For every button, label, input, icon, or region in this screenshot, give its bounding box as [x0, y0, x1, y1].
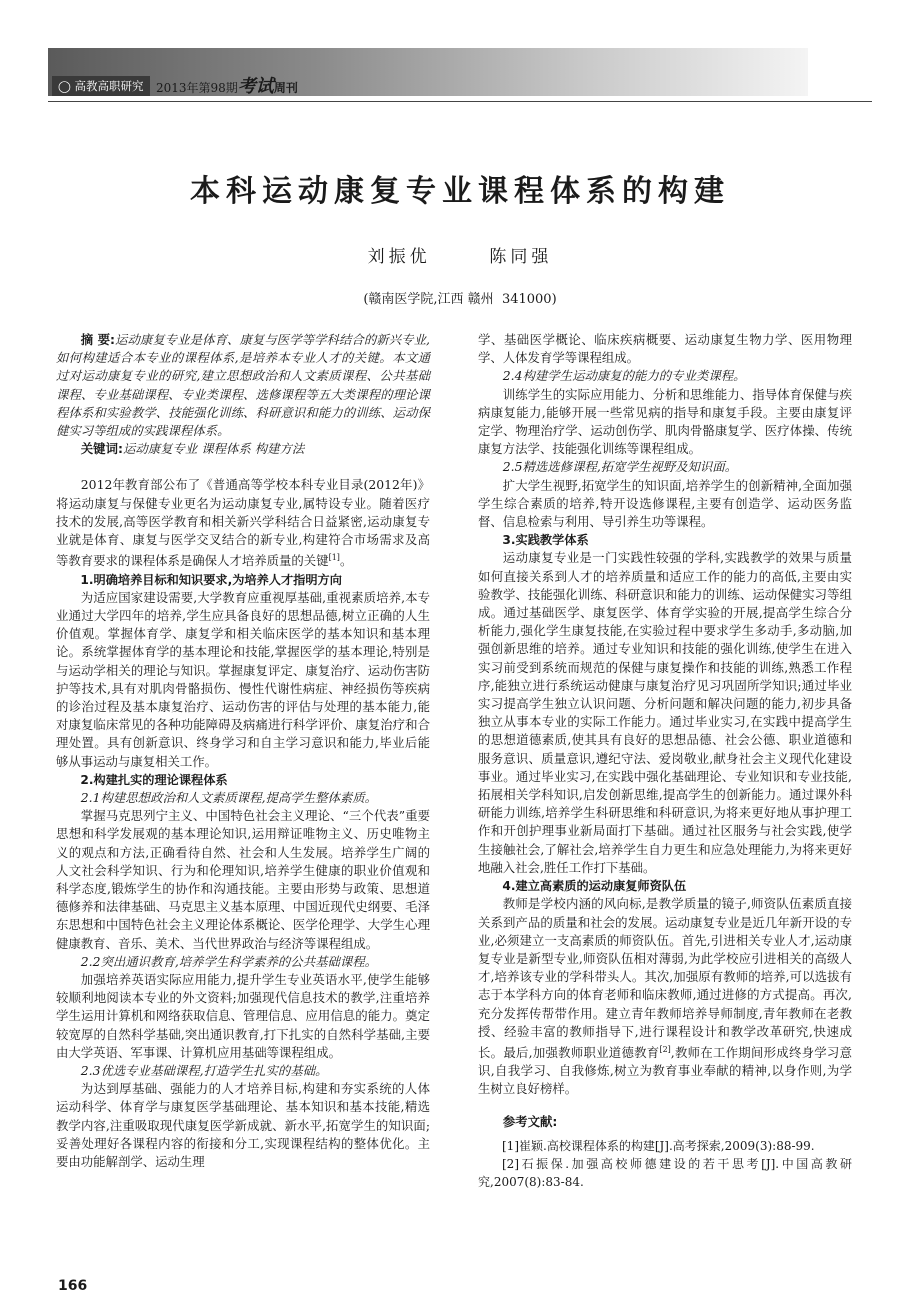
- paragraph: 为适应国家建设需要,大学教育应重视厚基础,重视素质培养,本专业通过大学四年的培养,学生应具备良好的思想品德,树立正确的人生价值观。掌握体育学、康复学和相关临床医学的基本知识和基本理论。系统掌握体育学的基本理论和技能,掌握医学的基本理论,特别是与运动学相关的理论与知识。掌握康复评定、康复治疗、运动伤害防护等技术,具有对肌肉骨骼损伤、慢性代谢性病症、神经损伤等疾病的诊治过程及基本康复治疗、运动伤害的评估与处理的基本能力,能对康复临床常见的各种功能障碍及病痛进行科学评价、康复治疗和合理处置。具有创新意识、终身学习和自主学习意识和能力,毕业后能够从事运动与康复相关工作。: [56, 589, 430, 769]
- abstract-text: 运动康复专业是体育、康复与医学等学科结合的新兴专业,如何构建适合本专业的课程体系,是培养本专业人才的关键。本文通过对运动康复专业的研究,建立思想政治和人文素质课程、公共基础课程、专业基础课程、专业类课程、选修课程等五大类课程的理论课程体系和实验教学、技能强化训练、科研意识和能力的训练、运动保健实习等组成的实践课程体系。: [56, 332, 430, 439]
- keywords-label: 关键词:: [80, 441, 123, 457]
- journal-issue: [156, 76, 298, 100]
- section-heading: 2.构建扎实的理论课程体系: [80, 772, 228, 787]
- citation: [1]: [328, 553, 340, 563]
- section-tag: ◯ 高教高职研究: [52, 76, 150, 96]
- affiliation: (赣南医学院,江西 赣州 341000): [363, 292, 557, 307]
- section-heading: 4.建立高素质的运动康复师资队伍: [502, 879, 687, 894]
- paragraph: 运动康复专业是一门实践性较强的学科,实践教学的效果与质量如何直接关系到人才的培养质量和适应工作的能力的高低,主要由实验教学、技能强化训练、科研意识和能力的训练、运动保健实习等组成。通过基础医学、康复医学、体育学实验的开展,提高学生综合分析能力,强化学生康复技能,在实验过程中要求学生多动手,多动脑,加强创新思维的培养。通过专业知识和技能的强化训练,使学生在进入实习前受到系统而规范的保健与康复操作和技能的训练,熟悉工作程序,能独立进行系统运动健康与康复治疗见习巩固所学知识;通过毕业实习提高学生独立认识问题、分析问题和解决问题的能力,初步具备独立从事本专业的实际工作能力。通过毕业实习,在实践中提高学生的思想道德素质,使其具有良好的思想品德、社会公德、职业道德和服务意识、质量意识,遵纪守法、爱岗敬业,献身社会主义现代化建设事业。通过毕业实习,在实践中强化基础理论、专业知识和专业技能,拓展相关学科知识,启发创新思维,提高学生的创新能力。通过课外科研能力训练,培养学生科研思维和科研意识,为将来更好地从事护理工作和开创护理事业新局面打下基础。通过社区服务与社会实践,使学生接触社会,了解社会,培养学生自力更生和应急处理能力,为将来更好地融入社会,胜任工作打下基础。: [478, 550, 852, 875]
- paragraph: 教师是学校内涵的风向标,是教学质量的镜子,师资队伍素质直接关系到产品的质量和社会的发展。运动康复专业是近几年新开设的专业,必须建立一支高素质的师资队伍。首先,引进相关专业人才,运动康复专业是新型专业,师资队伍相对薄弱,为此学校应引进相关的高级人才,培养该专业的学科带头人。其次,加强原有教师的培养,可以选拔有志于本学科方向的体育老师和临床教师,通过进修的方式提高。再次,充分发挥传帮带作用。建立青年教师培养导师制度,青年教师在老教授、经验丰富的教师指导下,进行课程设计和教学改革研究,快速成长。最后,加强教师职业道德教育[2],教师在工作期间形成终身学习意识,自我学习、自我修炼,树立为教育事业奉献的精神,以身作则,为学生树立良好榜样。: [478, 896, 852, 1097]
- abstract-label: 摘 要:: [80, 332, 115, 347]
- paragraph: 掌握马克思列宁主义、中国特色社会主义理论、“三个代表”重要思想和科学发展观的基本理论知识,运用辩证唯物主义、历史唯物主义的观点和方法,正确看待自然、社会和人生发展。培养学生广阔的人文社会科学知识、行为和伦理知识,培养学生健康的职业价值观和科学态度,锻炼学生的协作和沟通技能。主要由形势与政策、思想道德修养和法律基础、马克思主义基本原理、中国近现代史纲要、毛泽东思想和中国特色社会主义理论体系概论、医学伦理学、大学生心理健康教育、音乐、美术、当代世界政治与经济等课程组成。: [56, 808, 430, 951]
- reference-item: [1]崔颖.高校课程体系的构建[J].高考探索,2009(3):88-99.: [502, 1138, 815, 1153]
- section-heading: 1.明确培养目标和知识要求,为培养人才指明方向: [80, 572, 342, 587]
- abstract: [56, 331, 430, 440]
- keywords-text: 运动康复专业 课程体系 构建方法: [122, 441, 305, 457]
- page-number: 166: [58, 1278, 88, 1294]
- header-divider: [48, 101, 872, 102]
- right-column: [478, 331, 852, 1191]
- subsection-heading: 2.3优选专业基础课程,打造学生扎实的基础。: [80, 1063, 328, 1079]
- journal-suffix: 周刊: [273, 81, 298, 95]
- citation: [2]: [659, 1044, 671, 1054]
- reference-item: [2]石振保.加强高校师德建设的若干思考[J].中国高教研究,2007(8):83-84.: [478, 1156, 852, 1189]
- paper-title: 本科运动康复专业课程体系的构建: [190, 174, 730, 209]
- keywords: [56, 440, 430, 458]
- paragraph: 扩大学生视野,拓宽学生的知识面,培养学生的创新精神,全面加强学生综合素质的培养,特开设选修课程,主要有创造学、运动医务监督、信息检索与利用、导引养生功等课程。: [478, 477, 852, 530]
- paragraph: 学、基础医学概论、临床疾病概要、运动康复生物力学、医用物理学、人体发育学等课程组成。: [478, 332, 852, 366]
- section-heading: 3.实践教学体系: [502, 533, 589, 548]
- subsection-heading: 2.1构建思想政治和人文素质课程,提高学生整体素质。: [80, 790, 378, 805]
- left-column: [56, 331, 430, 1171]
- references-heading: 参考文献:: [502, 1113, 558, 1129]
- paragraph: 2012年教育部公布了《普通高等学校本科专业目录(2012年)》将运动康复与保健专业更名为运动康复专业,属特设专业。随着医疗技术的发展,高等医学教育和相关新兴学科结合日益紧密,运动康复专业就是体育、康复与医学交叉结合的新专业,构建符合市场需求及高等教育要求的课程体系是确保人才培养质量的关键[1]。: [56, 477, 430, 569]
- paragraph: 为达到厚基础、强能力的人才培养目标,构建和夯实系统的人体运动科学、体育学与康复医学基础理论、基本知识和基本技能,精选教学内容,注重吸取现代康复医学新成就、新水平,拓宽学生的知识面;妥善处理好各课程内容的衔接和分工,实现课程结构的整体优化。主要由功能解剖学、运动生理: [56, 1081, 430, 1170]
- authors: 刘振优 陈同强: [367, 247, 553, 267]
- subsection-heading: 2.5精选选修课程,拓宽学生视野及知识面。: [502, 459, 738, 475]
- paragraph: 加强培养英语实际应用能力,提升学生专业英语水平,使学生能够较顺利地阅读本专业的外文资料;加强现代信息技术的教学,注重培养学生运用计算机和网络获取信息、管理信息、应用信息的能力。奠定较宽厚的自然科学基础,突出通识教育,打下扎实的自然科学基础,主要由大学英语、军事课、计算机应用基础等课程组成。: [56, 972, 430, 1060]
- journal-name: 考试: [237, 76, 274, 97]
- issue-prefix: 2013年第98期: [156, 81, 238, 95]
- paragraph: 训练学生的实际应用能力、分析和思维能力、指导体育保健与疾病康复能力,能够开展一些常见病的指导和康复手段。主要由康复评定学、物理治疗学、运动创伤学、肌肉骨骼康复学、医疗体操、传统康复方法学、技能强化训练等课程组成。: [478, 386, 852, 457]
- subsection-heading: 2.4构建学生运动康复的能力的专业类课程。: [502, 368, 746, 384]
- subsection-heading: 2.2突出通识教育,培养学生科学素养的公共基础课程。: [80, 953, 378, 969]
